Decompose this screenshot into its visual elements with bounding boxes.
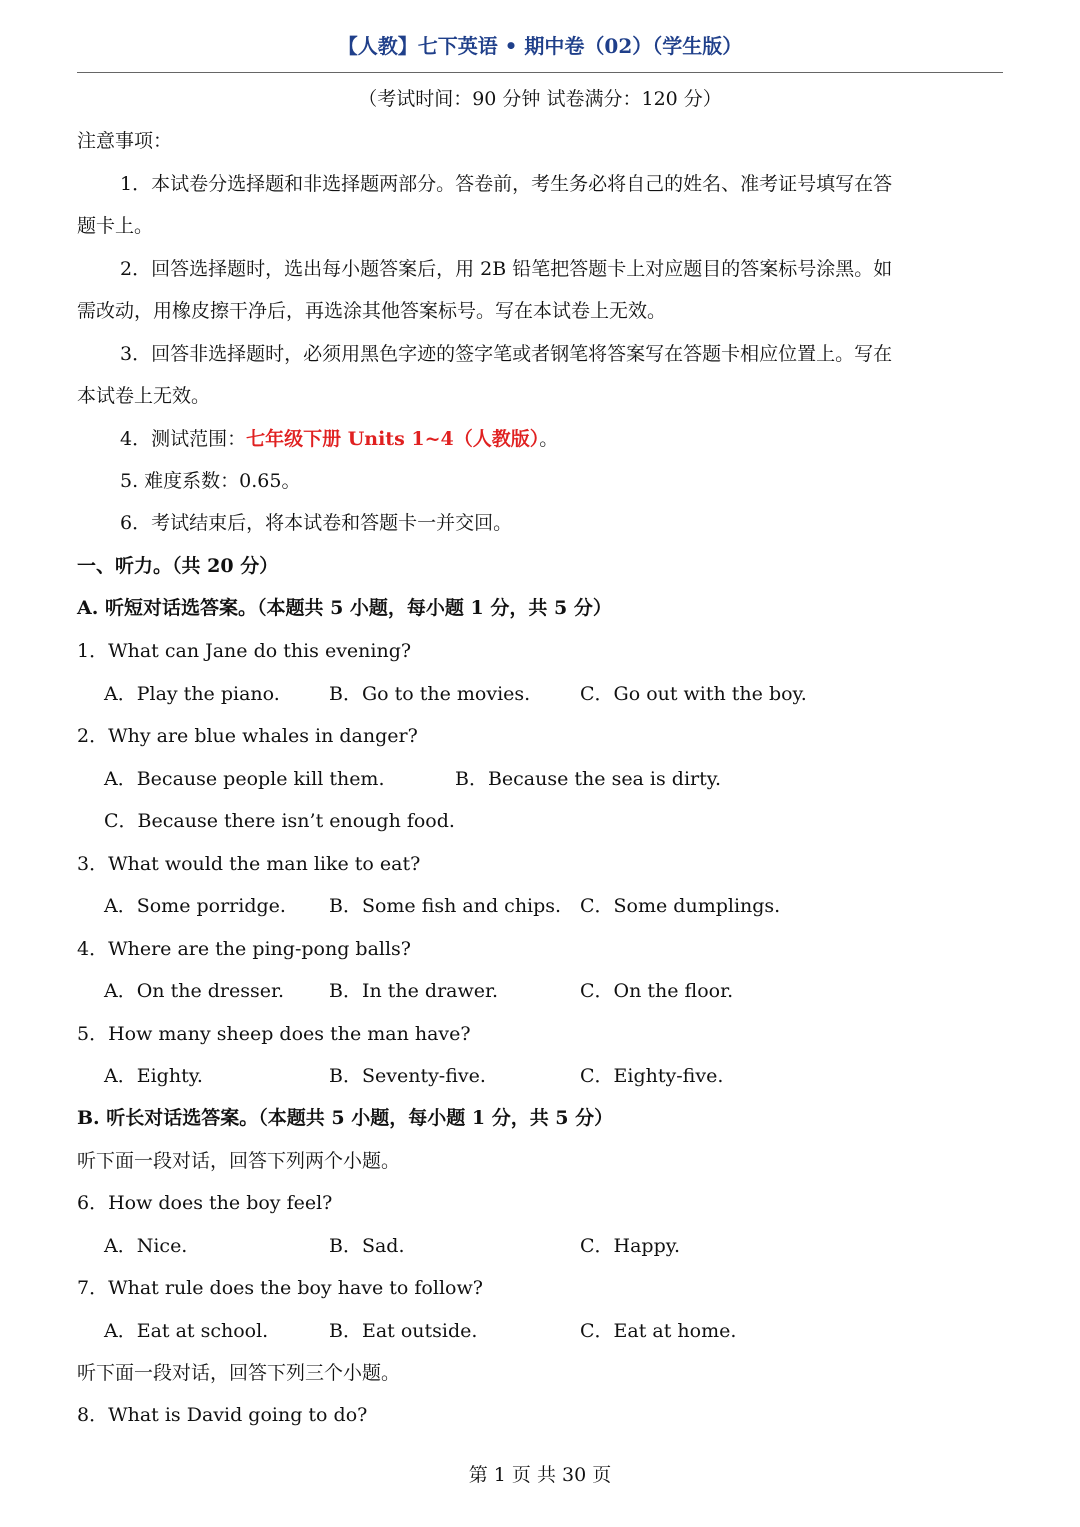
question-2-option-a: A．Because people kill them. (104, 768, 385, 790)
question-4: 4．Where are the ping-pong balls? (77, 938, 411, 960)
question-5-option-a: A．Eighty. (104, 1065, 203, 1087)
header-divider (77, 72, 1003, 73)
notice-item-2: 2．回答选择题时，选出每小题答案后，用 2B 铅笔把答题卡上对应题目的答案标号涂黑。如 (120, 258, 893, 280)
part-b-intro-2: 听下面一段对话，回答下列三个小题。 (77, 1362, 401, 1384)
question-6-option-b: B．Sad. (329, 1235, 405, 1257)
question-3: 3．What would the man like to eat? (77, 853, 421, 875)
question-4-option-c: C．On the floor. (580, 980, 734, 1002)
question-5-option-c: C．Eighty-five. (580, 1065, 724, 1087)
header-title: 【人教】七下英语 • 期中卷（02）（学生版） (337, 34, 743, 58)
question-3-option-a: A．Some porridge. (104, 895, 286, 917)
question-7: 7．What rule does the boy have to follow? (77, 1277, 483, 1299)
notice-item-6: 6．考试结束后，将本试卷和答题卡一并交回。 (120, 512, 513, 534)
question-5: 5．How many sheep does the man have? (77, 1023, 471, 1045)
notice-item-5: 5. 难度系数：0.65。 (120, 470, 301, 492)
question-7-option-a: A．Eat at school. (104, 1320, 269, 1342)
notice-item-4-suffix: 。 (539, 428, 559, 450)
section-1-heading (77, 553, 278, 579)
notice-item-4 (120, 426, 558, 452)
question-6-option-a: A．Nice. (104, 1235, 188, 1257)
question-4-option-a: A．On the dresser. (104, 980, 284, 1002)
section-1-heading-prefix: 一、听力。（共 (77, 555, 208, 577)
question-2-option-c: C．Because there isn’t enough food. (104, 810, 455, 832)
notice-item-1: 1．本试卷分选择题和非选择题两部分。答卷前，考生务必将自己的姓名、准考证号填写在答 (120, 173, 893, 195)
notice-item-2-cont: 需改动，用橡皮擦干净后，再选涂其他答案标号。写在本试卷上无效。 (77, 300, 667, 322)
question-4-option-b: B．In the drawer. (329, 980, 499, 1002)
notice-item-3-cont: 本试卷上无效。 (77, 385, 211, 407)
question-6: 6．How does the boy feel? (77, 1192, 333, 1214)
question-1-option-b: B．Go to the movies. (329, 683, 531, 705)
section-1-points: 20 (207, 555, 234, 577)
question-7-option-c: C．Eat at home. (580, 1320, 737, 1342)
notice-heading: 注意事项： (77, 130, 173, 152)
notice-item-4-prefix: 4．测试范围： (120, 428, 247, 450)
part-b-heading: B. 听长对话选答案。（本题共 5 小题，每小题 1 分，共 5 分） (77, 1107, 614, 1129)
exam-info: （考试时间：90 分钟 试卷满分：120 分） (358, 88, 722, 110)
question-3-option-b: B．Some fish and chips. (329, 895, 562, 917)
part-a-heading: A. 听短对话选答案。（本题共 5 小题，每小题 1 分，共 5 分） (77, 597, 612, 619)
question-2: 2．Why are blue whales in danger? (77, 725, 418, 747)
question-8: 8．What is David going to do? (77, 1404, 368, 1426)
question-1-option-a: A．Play the piano. (104, 683, 280, 705)
page-footer: 第 1 页 共 30 页 (468, 1464, 612, 1486)
question-7-option-b: B．Eat outside. (329, 1320, 478, 1342)
notice-item-1-cont: 题卡上。 (77, 215, 154, 237)
question-3-option-c: C．Some dumplings. (580, 895, 781, 917)
question-1-option-c: C．Go out with the boy. (580, 683, 807, 705)
question-6-option-c: C．Happy. (580, 1235, 681, 1257)
question-1: 1．What can Jane do this evening? (77, 640, 412, 662)
test-range: 七年级下册 Units 1~4（人教版） (246, 428, 540, 450)
question-5-option-b: B．Seventy-five. (329, 1065, 486, 1087)
question-2-option-b: B．Because the sea is dirty. (455, 768, 722, 790)
part-b-intro-1: 听下面一段对话，回答下列两个小题。 (77, 1150, 401, 1172)
notice-item-3: 3．回答非选择题时，必须用黑色字迹的签字笔或者钢笔将答案写在答题卡相应位置上。写在 (120, 343, 893, 365)
section-1-heading-suffix: 分） (233, 555, 279, 577)
